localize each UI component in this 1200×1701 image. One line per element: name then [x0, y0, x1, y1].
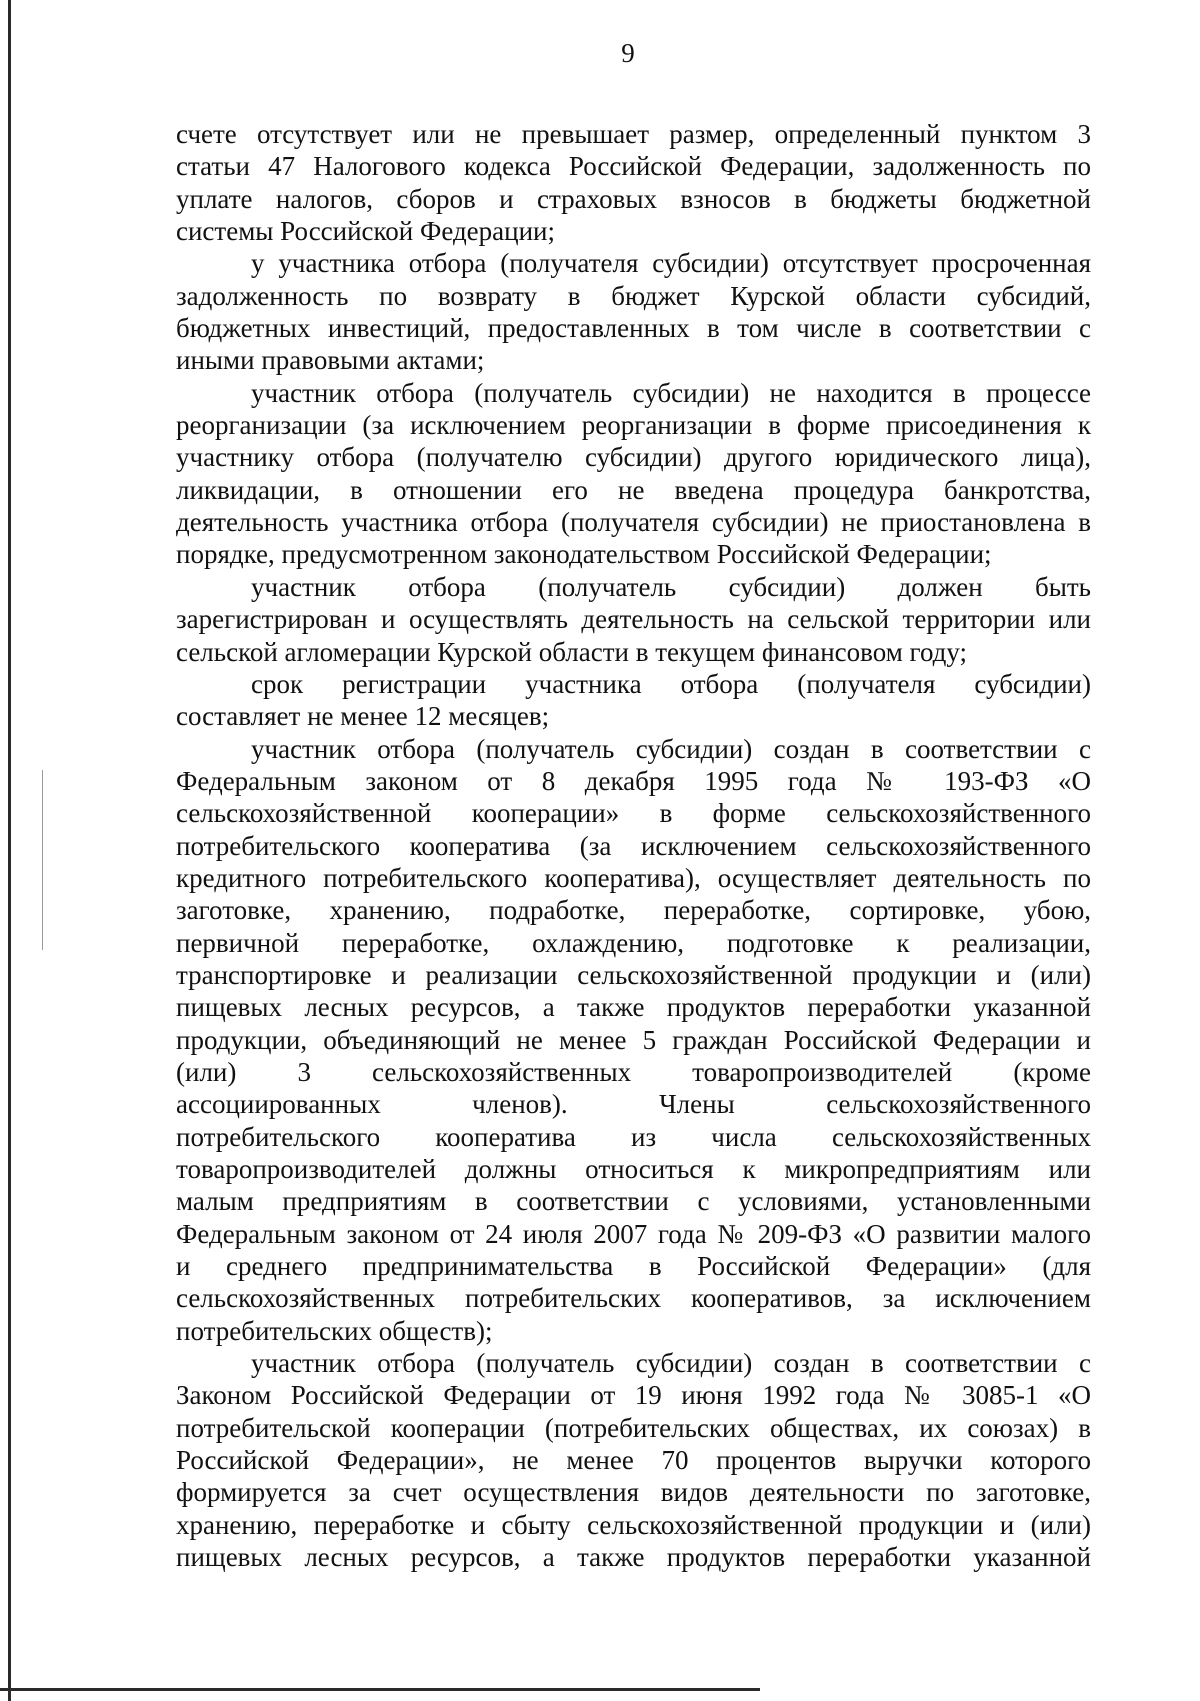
text-line: первичной переработке, охлаждению, подготовке к реализации, [176, 927, 1091, 958]
text-line: участнику отбора (получателю субсидии) другого юридического лица), [176, 442, 1091, 473]
text-line: счете отсутствует или не превышает размер, определенный пунктом 3 [176, 119, 1091, 149]
paragraph [176, 118, 1091, 247]
text-line: потребительской кооперации (потребительских обществах, их союзах) в [176, 1412, 1091, 1443]
text-line: заготовке, хранению, подработке, переработке, сортировке, убою, [176, 895, 1091, 926]
text-line: системы Российской Федерации; [176, 216, 556, 247]
text-line: (или) 3 сельскохозяйственных товаропроизводителей (кроме [176, 1056, 1091, 1087]
paragraph [176, 571, 1091, 668]
text-line: малым предприятиям в соответствии с условиями, установленными [176, 1186, 1091, 1217]
text-line: транспортировке и реализации сельскохозяйственной продукции и (или) [176, 959, 1091, 990]
text-line: кредитного потребительского кооператива), осуществляет деятельность по [176, 862, 1091, 893]
text-line: Федеральным законом от 8 декабря 1995 года № 193-ФЗ «О [176, 765, 1091, 796]
text-line: зарегистрирован и осуществлять деятельность на сельской территории или [176, 604, 1091, 635]
text-line: составляет не менее 12 месяцев; [176, 701, 550, 732]
paragraph [176, 668, 1091, 733]
text-line: и среднего предпринимательства в Российской Федерации» (для [176, 1251, 1091, 1282]
text-line: реорганизации (за исключением реорганизации в форме присоединения к [176, 410, 1091, 441]
text-line: продукции, объединяющий не менее 5 граждан Российской Федерации и [176, 1024, 1091, 1055]
text-line: потребительского кооператива (за исключением сельскохозяйственного [176, 830, 1091, 861]
text-line: пищевых лесных ресурсов, а также продуктов переработки указанной [176, 992, 1091, 1023]
text-line: уплате налогов, сборов и страховых взносов в бюджеты бюджетной [176, 183, 1091, 214]
text-line: потребительских обществ); [176, 1315, 493, 1346]
document-body [176, 118, 1091, 1573]
text-line: участник отбора (получатель субсидии) должен быть [251, 571, 1091, 602]
text-line: у участника отбора (получателя субсидии) отсутствует просроченная [251, 248, 1091, 279]
text-line: сельскохозяйственных потребительских кооперативов, за исключением [176, 1283, 1091, 1314]
text-line: ликвидации, в отношении его не введена процедура банкротства, [176, 474, 1091, 505]
page-number: 9 [621, 38, 635, 68]
text-line: иными правовыми актами; [176, 345, 485, 376]
paragraph [176, 1347, 1091, 1573]
scan-left-edge [8, 0, 11, 1701]
paragraph [176, 733, 1091, 1348]
scan-bottom-edge [0, 1688, 760, 1691]
text-line: задолженность по возврату в бюджет Курской области субсидий, [176, 280, 1091, 311]
text-line: порядке, предусмотренном законодательством Российской Федерации; [176, 539, 992, 570]
text-line: Российской Федерации», не менее 70 процентов выручки которого [176, 1445, 1091, 1476]
text-line: хранению, переработке и сбыту сельскохозяйственной продукции и (или) [176, 1509, 1091, 1540]
text-line: потребительского кооператива из числа сельскохозяйственных [176, 1121, 1091, 1152]
text-line: бюджетных инвестиций, предоставленных в том числе в соответствии с [176, 313, 1091, 344]
text-line: Законом Российской Федерации от 19 июня 1992 года № 3085-1 «О [176, 1380, 1091, 1411]
text-line: пищевых лесных ресурсов, а также продуктов переработки указанной [176, 1542, 1091, 1573]
text-line: товаропроизводителей должны относиться к микропредприятиям или [176, 1154, 1091, 1184]
paragraph [176, 247, 1091, 376]
text-line: участник отбора (получатель субсидии) не находится в процессе [251, 377, 1091, 408]
text-line: срок регистрации участника отбора (получателя субсидии) [251, 668, 1091, 699]
text-line: Федеральным законом от 24 июля 2007 года № 209-ФЗ «О развитии малого [176, 1218, 1091, 1249]
paragraph [176, 377, 1091, 571]
text-line: сельскохозяйственной кооперации» в форме сельскохозяйственного [176, 798, 1091, 829]
text-line: участник отбора (получатель субсидии) создан в соответствии с [251, 733, 1091, 764]
text-line: сельской агломерации Курской области в текущем финансовом году; [176, 636, 968, 667]
text-line: формируется за счет осуществления видов деятельности по заготовке, [176, 1477, 1091, 1508]
scan-margin-mark [42, 770, 43, 950]
text-line: ассоциированных членов). Члены сельскохозяйственного [176, 1089, 1091, 1120]
text-line: участник отбора (получатель субсидии) создан в соответствии с [251, 1348, 1091, 1379]
text-line: статьи 47 Налогового кодекса Российской Федерации, задолженность по [176, 151, 1091, 182]
text-line: деятельность участника отбора (получателя субсидии) не приостановлена в [176, 507, 1091, 538]
